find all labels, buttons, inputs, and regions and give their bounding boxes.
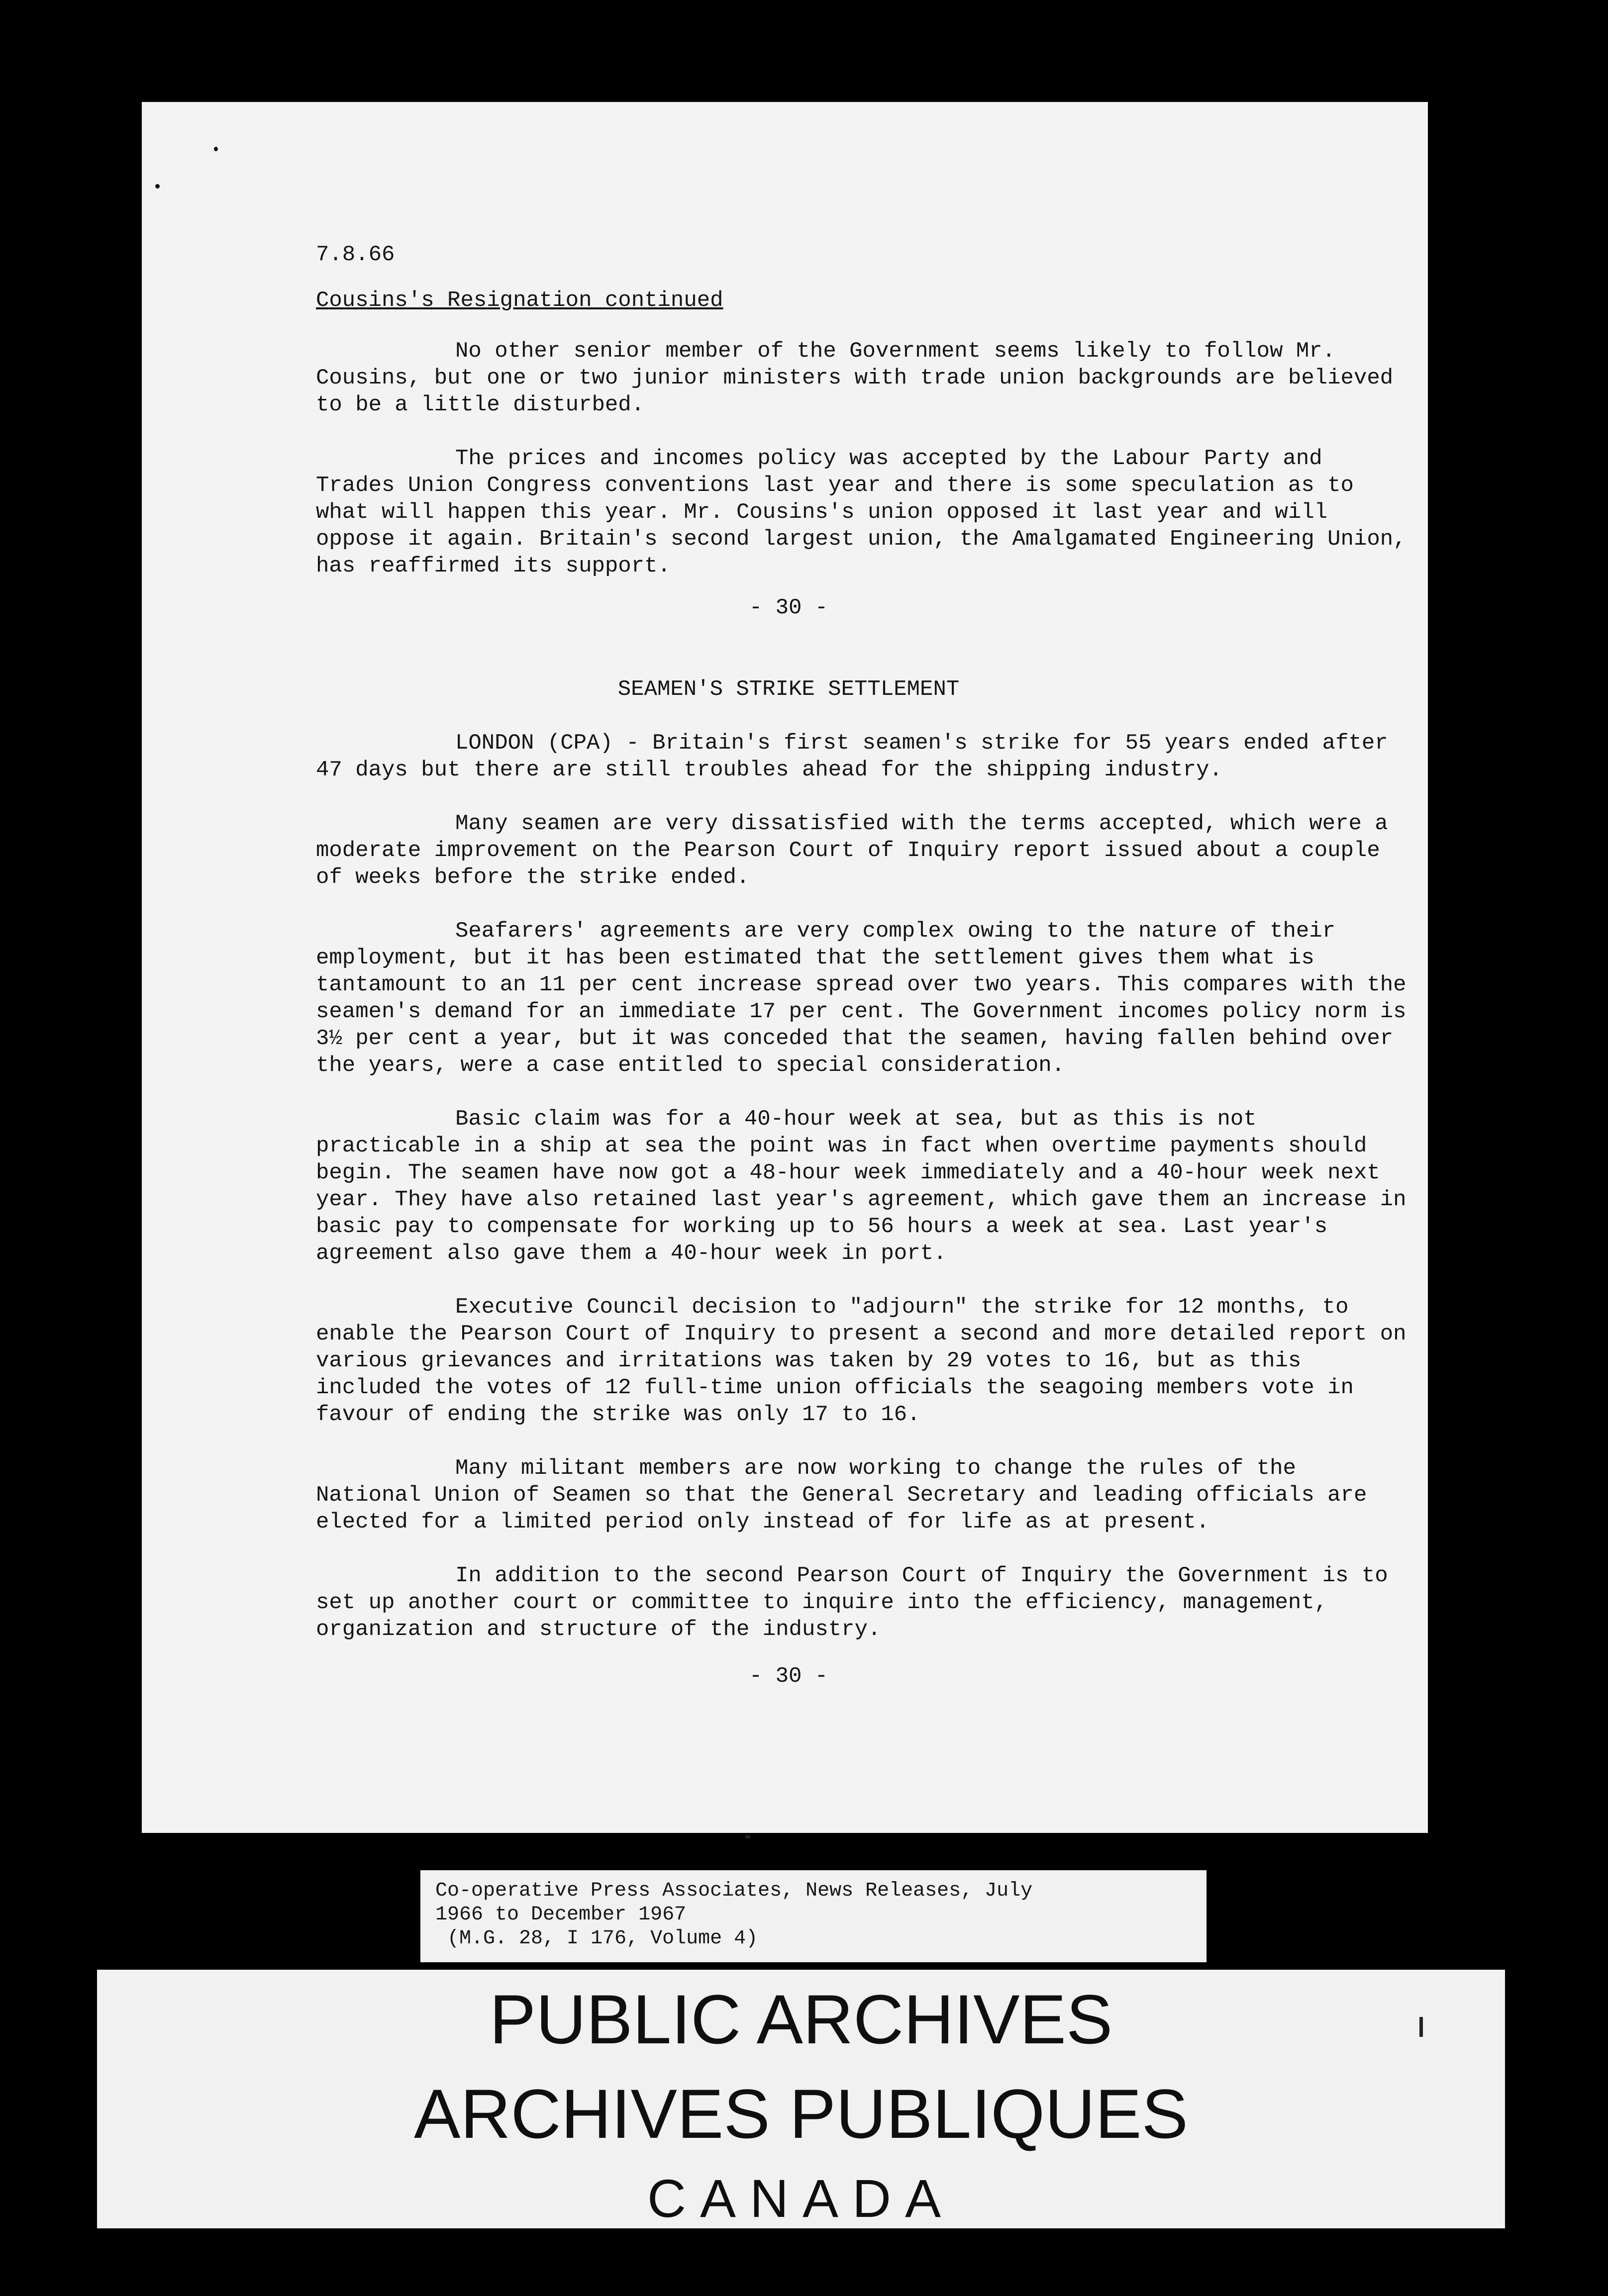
document-date: 7.8.66 <box>316 242 395 267</box>
paragraph: The prices and incomes policy was accepted by the Labour Party and Trades Union Congress conventions last year and there is some speculation as to what will happen this year. Mr. Cousins's union opposed it last year and will oppose it again. Britain's second largest union, the Amalgamated Engineering Union, has reaffirmed its support. <box>316 446 1407 578</box>
caption-label <box>420 1870 1206 1962</box>
paragraph: Many militant members are now working to change the rules of the National Union of Seamen so that the General Secretary and leading officials are elected for a limited period only instead of for life as at present. <box>316 1456 1367 1534</box>
caption-line: (M.G. 28, I 176, Volume 4) <box>435 1927 758 1950</box>
paragraph: Seafarers' agreements are very complex owing to the nature of their employment, but it has been estimated that the settlement gives them what is tantamount to an 11 per cent increase spread over two years. This compares with the seamen's demand for an immediate 17 per cent. The Government incomes policy norm is 3½ per cent a year, but it was conceded that the seamen, having fallen behind over the years, were a case entitled to special consideration. <box>316 919 1407 1078</box>
banner-line-archives-publiques: ARCHIVES PUBLIQUES <box>414 2075 1188 2153</box>
section-title: SEAMEN'S STRIKE SETTLEMENT <box>617 677 960 702</box>
scan-mark <box>745 1835 750 1838</box>
caption-line: 1966 to December 1967 <box>435 1904 687 1926</box>
speck <box>214 147 218 151</box>
continuation-heading: Cousins's Resignation continued <box>316 288 723 313</box>
caption-line: Co-operative Press Associates, News Releases, July <box>435 1880 1033 1902</box>
speck <box>155 184 160 189</box>
archive-banner <box>97 1970 1505 2228</box>
banner-line-public-archives: PUBLIC ARCHIVES <box>489 1980 1113 2058</box>
paragraph: Executive Council decision to "adjourn" the strike for 12 months, to enable the Pearson Court of Inquiry to present a second and more detailed report on various grievances and irritations was taken by 29 votes to 16, but as this included the votes of 12 full-time union officials the seagoing members vote in favour of ending the strike was only 17 to 16. <box>316 1295 1407 1427</box>
scan-mark <box>1419 2017 1423 2037</box>
page-number: - 30 - <box>749 1664 828 1689</box>
document-page <box>142 102 1428 1833</box>
paragraph: LONDON (CPA) - Britain's first seamen's strike for 55 years ended after 47 days but there are still troubles ahead for the shipping industry. <box>316 731 1388 782</box>
paragraph: Many seamen are very dissatisfied with the terms accepted, which were a moderate improvement on the Pearson Court of Inquiry report issued about a couple of weeks before the strike ended. <box>316 811 1388 890</box>
banner-line-canada: CANADA <box>647 2168 955 2228</box>
page-number: - 30 - <box>749 595 828 620</box>
paragraph: Basic claim was for a 40-hour week at sea, but as this is not practicable in a ship at sea the point was in fact when overtime payments should begin. The seamen have now got a 48-hour week immediately and a 40-hour week next year. They have also retained last year's agreement, which gave them an increase in basic pay to compensate for working up to 56 hours a week at sea. Last year's agreement also gave them a 40-hour week in port. <box>316 1107 1407 1266</box>
document-text <box>316 241 1410 1690</box>
caption-text <box>435 1879 1032 1951</box>
paragraph: In addition to the second Pearson Court of Inquiry the Government is to set up another court or committee to inquire into the efficiency, management, organization and structure of the industry. <box>316 1563 1388 1642</box>
paragraph: No other senior member of the Government seems likely to follow Mr. Cousins, but one or two junior ministers with trade union backgrounds are believed to be a little disturbed. <box>316 339 1394 417</box>
